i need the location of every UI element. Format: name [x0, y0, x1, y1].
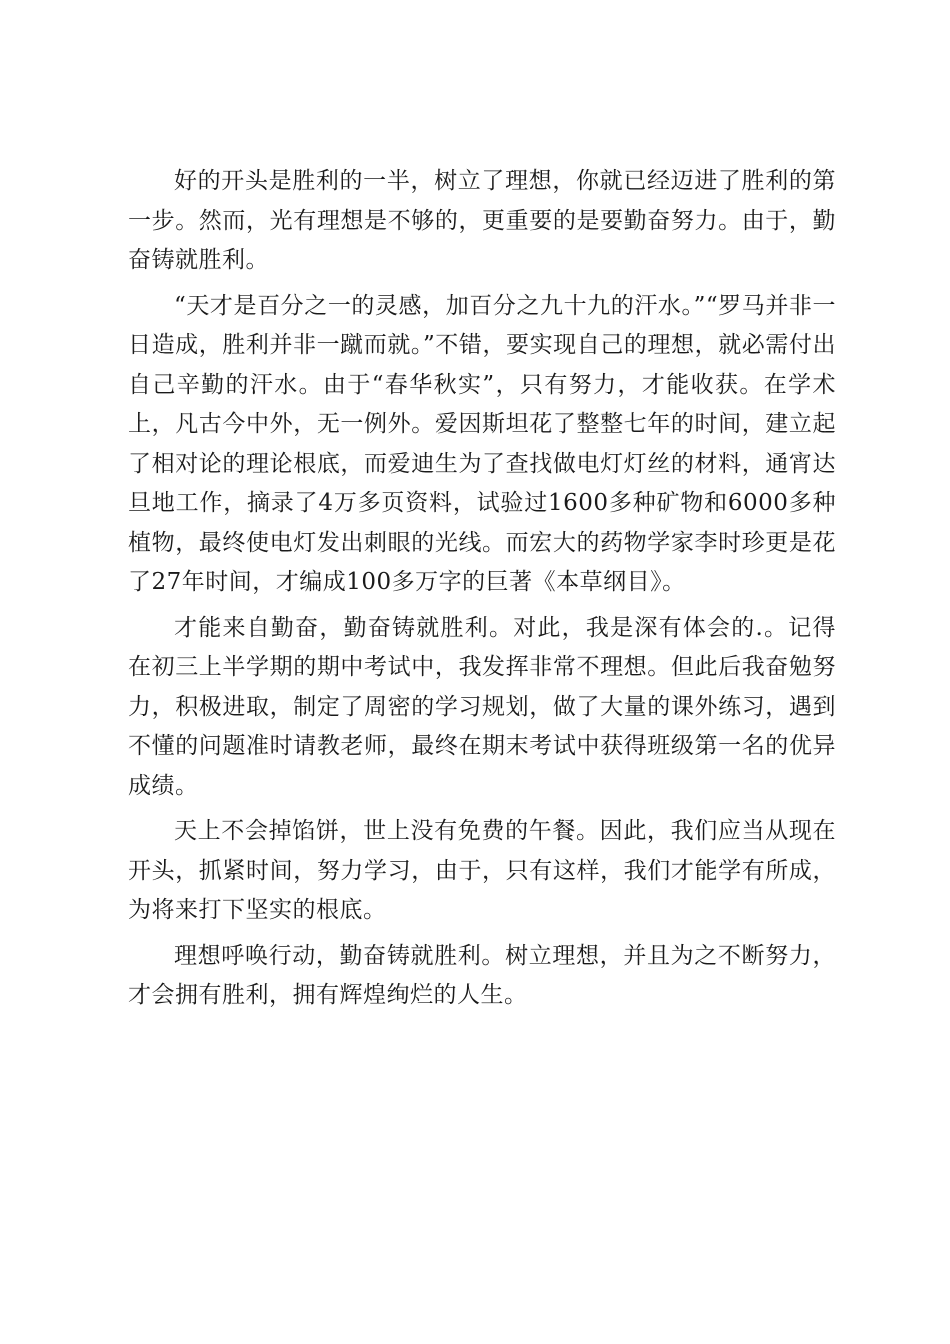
paragraph-1: 好的开头是胜利的一半，树立了理想，你就已经迈进了胜利的第一步。然而，光有理想是不够的，更重要的是要勤奋努力。由于，勤奋铸就胜利。 [128, 168, 836, 273]
paragraph-5: 理想呼唤行动，勤奋铸就胜利。树立理想，并且为之不断努力，才会拥有胜利，拥有辉煌绚烂的人生。 [128, 942, 836, 1008]
paragraph-3: 才能来自勤奋，勤奋铸就胜利。对此，我是深有体会的.。记得在初三上半学期的期中考试中，我发挥非常不理想。但此后我奋勉努力，积极进取，制定了周密的学习规划，做了大量的课外练习，遇到不懂的问题准时请教老师，最终在期末考试中获得班级第一名的优异成绩。 [128, 614, 836, 799]
paragraph-4: 天上不会掉馅饼，世上没有免费的午餐。因此，我们应当从现在开头，抓紧时间，努力学习，由于，只有这样，我们才能学有所成，为将来打下坚实的根底。 [128, 818, 836, 923]
essay-body [128, 162, 836, 1016]
paragraph-2: “天才是百分之一的灵感，加百分之九十九的汗水。”“罗马并非一日造成，胜利并非一蹴而就。”不错，要实现自己的理想，就必需付出自己辛勤的汗水。由于“春华秋实”，只有努力，才能收获。在学术上，凡古今中外，无一例外。爱因斯坦花了整整七年的时间，建立起了相对论的理论根底，而爱迪生为了查找做电灯灯丝的材料，通宵达旦地工作，摘录了4万多页资料，试验过1600多种矿物和6000多种植物，最终使电灯发出刺眼的光线。而宏大的药物学家李时珍更是花了27年时间，才编成100多万字的巨著《本草纲目》。 [128, 292, 836, 595]
